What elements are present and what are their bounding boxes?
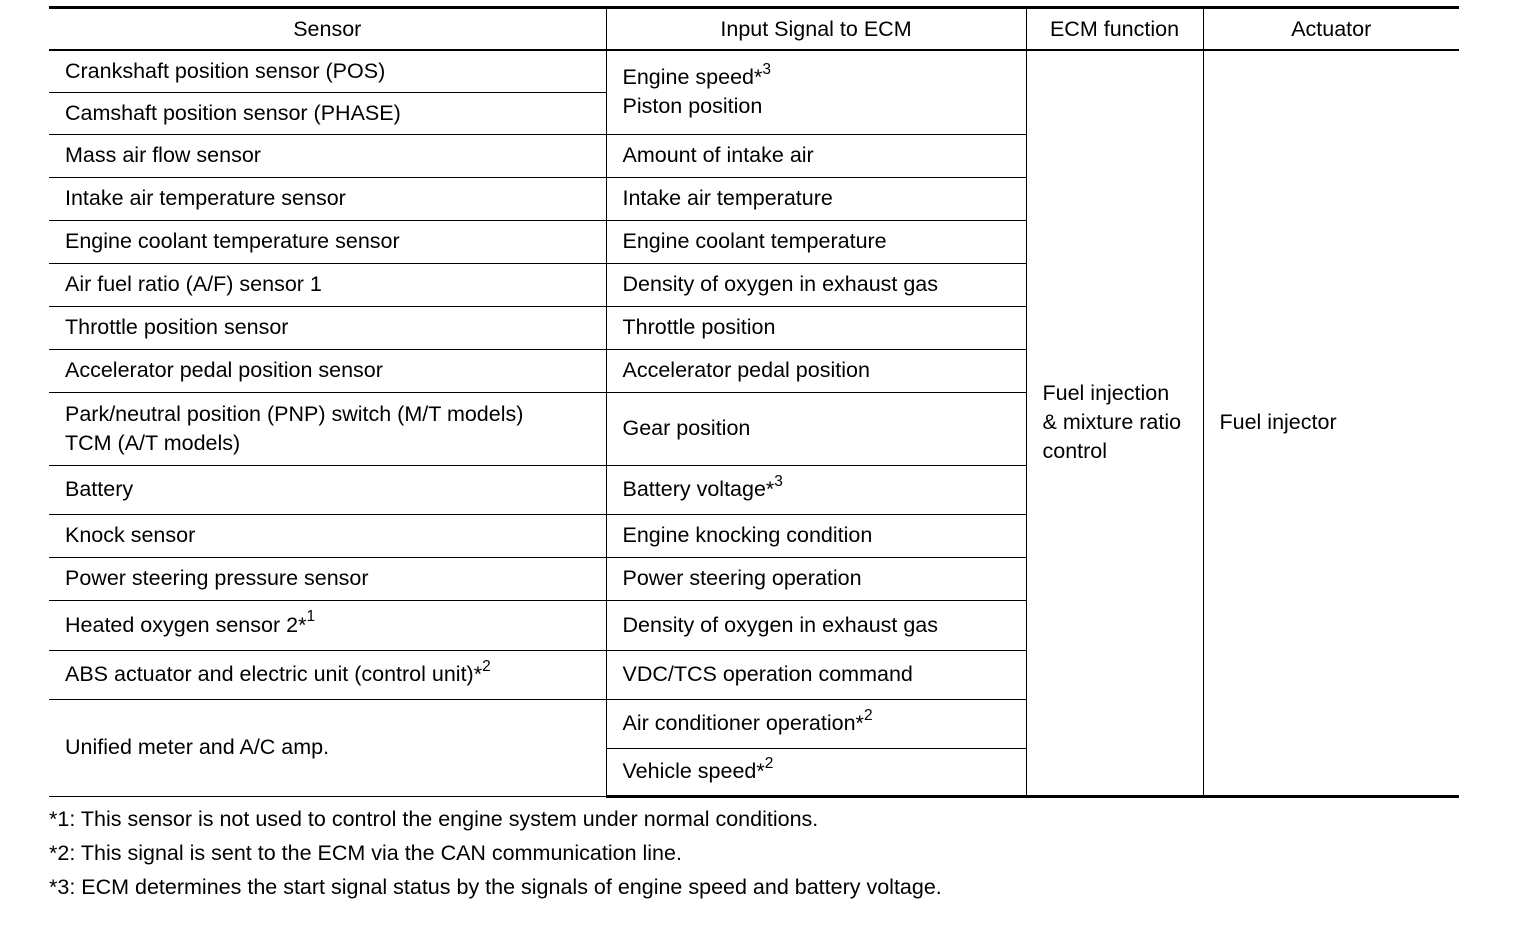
signal-cell [606, 465, 1026, 514]
sensor-cell: Battery [49, 465, 606, 514]
sensor-text: ABS actuator and electric unit (control unit)* [65, 662, 483, 686]
footnote-ref: 2 [482, 657, 491, 675]
sensor-cell: Crankshaft position sensor (POS) [49, 50, 606, 92]
signal-cell: Amount of intake air [606, 134, 1026, 177]
sensor-line: Park/neutral position (PNP) switch (M/T models) [65, 401, 524, 426]
signal-cell: Density of oxygen in exhaust gas [606, 600, 1026, 650]
header-ecm-function: ECM function [1026, 8, 1203, 51]
signal-text: Vehicle speed* [622, 759, 765, 783]
sensor-cell: Camshaft position sensor (PHASE) [49, 92, 606, 134]
sensor-line: TCM (A/T models) [65, 430, 241, 455]
signal-cell: Accelerator pedal position [606, 349, 1026, 392]
table-header-row [49, 8, 1459, 51]
sensor-cell: Engine coolant temperature sensor [49, 220, 606, 263]
actuator-cell: Fuel injector [1203, 50, 1459, 796]
footnote-ref: 3 [774, 472, 783, 490]
signal-text: Engine speed* [622, 65, 763, 90]
signal-text: Battery voltage* [622, 477, 775, 501]
sensor-text: Heated oxygen sensor 2* [65, 612, 307, 637]
signal-cell: VDC/TCS operation command [606, 650, 1026, 699]
header-sensor: Sensor [49, 8, 606, 51]
footnote-2: *2: This signal is sent to the ECM via the CAN communication line. [49, 841, 682, 865]
table-row [49, 50, 1459, 92]
footnote-3: *3: ECM determines the start signal status by the signals of engine speed and battery voltage. [49, 875, 942, 899]
signal-cell [606, 50, 1026, 134]
sensor-cell: Unified meter and A/C amp. [49, 699, 606, 796]
ecm-function-line: Fuel injection [1042, 381, 1170, 406]
signal-cell: Throttle position [606, 306, 1026, 349]
signal-cell: Density of oxygen in exhaust gas [606, 263, 1026, 306]
header-input-signal: Input Signal to ECM [606, 8, 1026, 51]
footnote-1: *1: This sensor is not used to control the engine system under normal conditions. [49, 807, 819, 831]
ecm-function-line: & mixture ratio [1042, 410, 1182, 435]
footnote-ref: 2 [764, 754, 774, 772]
sensor-cell: Throttle position sensor [49, 306, 606, 349]
sensor-cell [49, 600, 606, 650]
footnote-ref: 2 [863, 706, 873, 724]
signal-cell: Power steering operation [606, 557, 1026, 600]
sensor-signal-table [49, 6, 1459, 798]
footnote-ref: 1 [306, 608, 316, 626]
header-actuator: Actuator [1203, 8, 1459, 51]
footnote-ref: 3 [762, 61, 771, 79]
signal-cell: Engine knocking condition [606, 514, 1026, 557]
sensor-cell: Mass air flow sensor [49, 134, 606, 177]
signal-cell: Engine coolant temperature [606, 220, 1026, 263]
signal-text: Piston position [622, 94, 763, 119]
ecm-function-line: control [1042, 439, 1108, 464]
ecm-function-cell [1026, 50, 1203, 796]
footnotes [49, 804, 1469, 906]
signal-text: Air conditioner operation* [622, 711, 864, 735]
signal-cell: Intake air temperature [606, 177, 1026, 220]
sensor-cell: Accelerator pedal position sensor [49, 349, 606, 392]
sensor-cell: Intake air temperature sensor [49, 177, 606, 220]
signal-cell: Gear position [606, 392, 1026, 465]
sensor-cell: Air fuel ratio (A/F) sensor 1 [49, 263, 606, 306]
sensor-cell [49, 392, 606, 465]
sensor-cell [49, 650, 606, 699]
sensor-cell: Knock sensor [49, 514, 606, 557]
signal-cell [606, 699, 1026, 748]
signal-cell [606, 748, 1026, 796]
sensor-cell: Power steering pressure sensor [49, 557, 606, 600]
